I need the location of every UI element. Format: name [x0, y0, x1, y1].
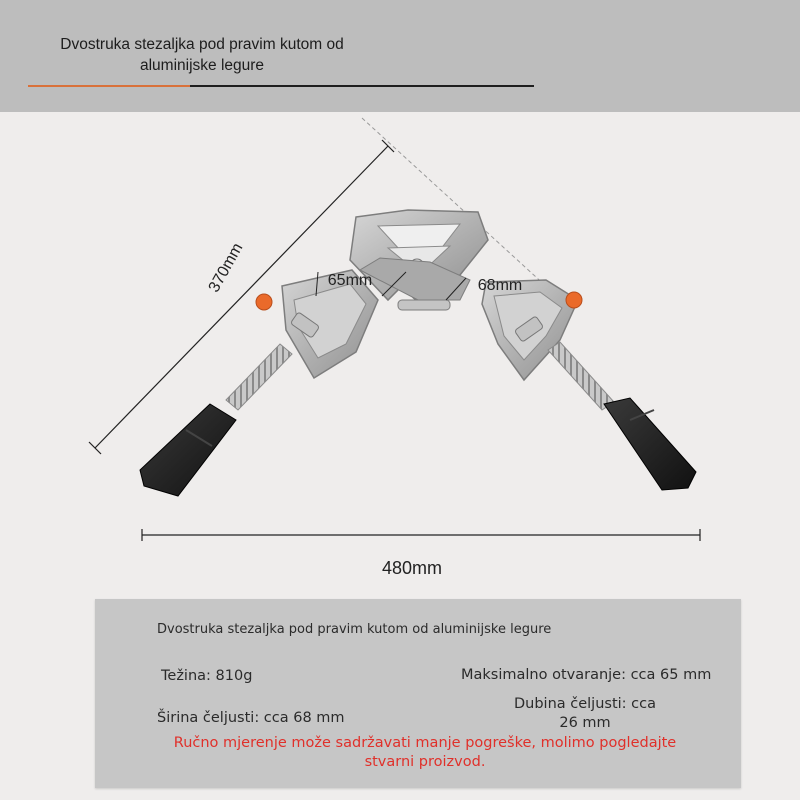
spec-weight: Težina: 810g [161, 668, 253, 684]
spec-jaw-width: Širina čeljusti: cca 68 mm [157, 710, 345, 726]
left-opening-label: 65mm [327, 272, 373, 289]
width-dimension [142, 529, 700, 578]
spec-panel [95, 599, 741, 788]
right-opening-label: 68mm [477, 277, 523, 294]
width-label: 480mm [381, 558, 443, 578]
spec-max-opening: Maksimalno otvaranje: cca 65 mm [461, 667, 712, 683]
spec-panel-title: Dvostruka stezaljka pod pravim kutom od aluminijske legure [157, 622, 552, 637]
left-cap-icon [256, 294, 272, 310]
spec-disclaimer: Ručno mjerenje može sadržavati manje pogreške, molimo pogledajte stvarni proizvod. [173, 735, 677, 770]
height-label: 370mm [205, 240, 247, 296]
right-screw-handle [548, 342, 696, 490]
right-cap-icon [566, 292, 582, 308]
spec-jaw-depth: Dubina čeljusti: cca 26 mm [513, 696, 656, 731]
header-title: Dvostruka stezaljka pod pravim kutom od aluminijske legure [60, 36, 344, 74]
left-screw-handle [140, 344, 292, 496]
